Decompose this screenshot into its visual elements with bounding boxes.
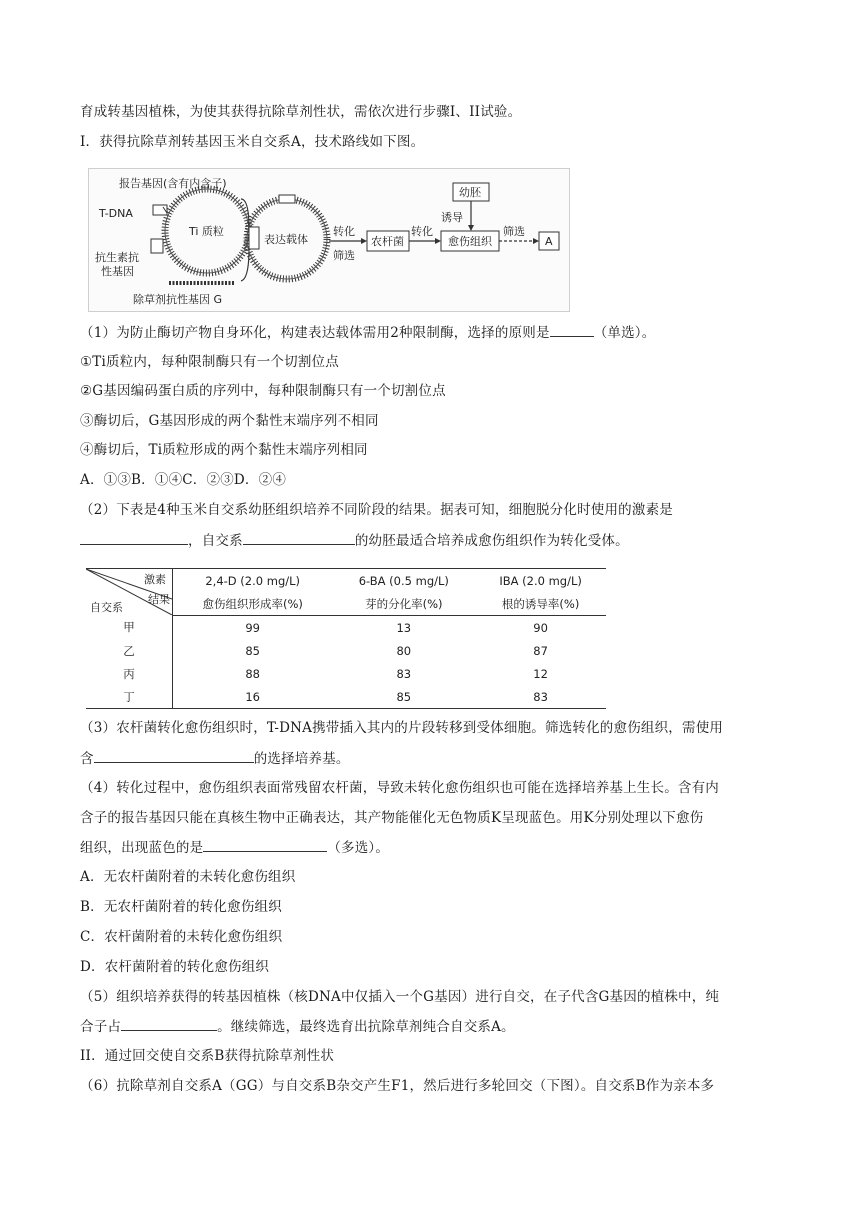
- q4-option-c: C．农杆菌附着的未转化愈伤组织: [80, 929, 283, 945]
- table-cell: 88: [245, 666, 260, 681]
- antibiotic-gene-label-1: 抗生素抗: [95, 251, 139, 264]
- table-cell: 80: [396, 643, 412, 658]
- induce-label: 诱导: [441, 211, 463, 224]
- q1-stem-after: （单选）。: [593, 325, 656, 341]
- q4-line-1: （4）转化过程中，愈伤组织表面常残留农杆菌，导致未转化愈伤组织也可能在选择培养基上生长。含有内: [80, 780, 719, 796]
- ti-plasmid-label: Ti 质粒: [189, 225, 224, 238]
- antibiotic-gene-label-2: 性基因: [101, 265, 134, 278]
- q2-hormone-blank[interactable]: [80, 530, 188, 545]
- q1-stem-before: （1）为防止酶切产物自身环化，构建表达载体需用2种限制酶，选择的原则是: [80, 325, 550, 341]
- q3-line-2-start: 含: [80, 751, 94, 767]
- q4-option-b: B．无农杆菌附着的转化愈伤组织: [80, 899, 282, 915]
- measure-header: 根的诱导率(%): [475, 592, 606, 616]
- q3-answer-blank[interactable]: [94, 748, 254, 763]
- hormone-header: 6-BA (0.5 mg/L): [332, 569, 475, 593]
- table-cell: 13: [396, 620, 412, 635]
- q5-line-2: [80, 1016, 515, 1037]
- q4-answer-blank[interactable]: [203, 837, 327, 852]
- q5-line-1: （5）组织培养获得的转基因植株（核DNA中仅插入一个G基因）进行自交，在子代含G基因的植株中，纯: [80, 989, 720, 1005]
- q6-line-1: （6）抗除草剂自交系A（GG）与自交系B杂交产生F1，然后进行多轮回交（下图）。自交系B作为亲本多: [80, 1078, 715, 1094]
- table-cell: 99: [245, 620, 260, 635]
- q5-line-2-start: 合子占: [80, 1019, 122, 1035]
- q1-option-2: ②G基因编码蛋白质的序列中，每种限制酶只有一个切割位点: [80, 383, 446, 399]
- table-cell: 83: [475, 685, 606, 709]
- tdna-label: T-DNA: [99, 207, 133, 220]
- row-label: 丙: [86, 662, 173, 685]
- q1-answer-blank[interactable]: [550, 322, 594, 337]
- q1-choices: A．①③B．①④C．②③D．②④: [80, 472, 287, 488]
- table-cell: 90: [533, 620, 548, 635]
- q4-line-3-start: 组织，出现蓝色的是: [80, 840, 204, 856]
- corner-line: 自交系: [90, 601, 123, 614]
- q1-option-1: ①Ti质粒内，每种限制酶只有一个切割位点: [80, 354, 339, 370]
- q4-option-d: D．农杆菌附着的转化愈伤组织: [80, 959, 270, 975]
- q5-answer-blank[interactable]: [121, 1016, 217, 1031]
- table-cell: 87: [533, 643, 548, 658]
- q3-line-2-end: 的选择培养基。: [253, 751, 350, 767]
- intro-line: 育成转基因植株，为使其获得抗除草剂性状，需依次进行步骤I、II试验。: [80, 104, 522, 120]
- table-row: [86, 639, 606, 662]
- table-cell: 12: [533, 666, 548, 681]
- q4-line-2: 含子的报告基因只能在真核生物中正确表达，其产物能催化无色物质K呈现蓝色。用K分别处理以下愈伤: [80, 810, 704, 826]
- table-cell: 16: [173, 685, 333, 709]
- q4-option-a: A．无农杆菌附着的未转化愈伤组织: [80, 869, 296, 885]
- table-corner: [86, 569, 173, 616]
- expression-vector-label: 表达载体: [264, 233, 308, 246]
- table-cell: 83: [396, 666, 412, 681]
- q1-option-4: ④酶切后，Ti质粒形成的两个黏性末端序列相同: [80, 442, 368, 458]
- q2-line-2-mid: ，自交系: [188, 533, 243, 549]
- q4-line-3-end: （多选）。: [327, 840, 390, 856]
- herbicide-gene-label: 除草剂抗性基因 G: [133, 293, 223, 306]
- table-row: [86, 662, 606, 685]
- culture-results-table: [86, 568, 606, 710]
- table-cell: 85: [332, 685, 475, 709]
- table-row: [86, 616, 606, 640]
- transform-screen-label-2: 筛选: [333, 249, 355, 262]
- section2-title: II．通过回交使自交系B获得抗除草剂性状: [80, 1048, 335, 1064]
- callus-label: 愈伤组织: [448, 235, 492, 248]
- result-a-label: A: [545, 235, 553, 248]
- table-row: [86, 685, 606, 709]
- q3-line-1: （3）农杆菌转化愈伤组织时，T-DNA携带插入其内的片段转移到受体细胞。筛选转化的愈伤组织，需使用: [80, 720, 724, 736]
- q2-line-1: （2）下表是4种玉米自交系幼胚组织培养不同阶段的结果。据表可知，细胞脱分化时使用的激素是: [80, 502, 673, 518]
- q5-line-2-end: 。继续筛选，最终选育出抗除草剂纯合自交系A。: [217, 1019, 515, 1035]
- corner-result: 结果: [148, 593, 170, 606]
- q4-line-3: [80, 837, 389, 858]
- transform-label: 转化: [411, 225, 433, 238]
- q3-line-2: [80, 748, 350, 769]
- reporter-gene-label: 报告基因(含有内含子): [119, 177, 227, 190]
- row-label: 乙: [86, 639, 173, 662]
- transform-screen-label-1: 转化: [333, 225, 355, 238]
- young-embryo-label: 幼胚: [459, 186, 481, 199]
- hormone-header: IBA (2.0 mg/L): [475, 569, 606, 593]
- row-label: 丁: [86, 685, 173, 709]
- hormone-header: 2,4-D (2.0 mg/L): [173, 569, 333, 593]
- q1-stem: [80, 322, 655, 343]
- row-label: 甲: [86, 616, 173, 640]
- measure-header: 芽的分化率(%): [332, 592, 475, 616]
- q1-option-3: ③酶切后，G基因形成的两个黏性末端序列不相同: [80, 413, 379, 429]
- agrobacterium-label: 农杆菌: [371, 235, 404, 248]
- measure-header: 愈伤组织形成率(%): [173, 592, 333, 616]
- corner-hormone: 激素: [144, 573, 166, 586]
- section1-title: Ⅰ．获得抗除草剂转基因玉米自交系A，技术路线如下图。: [80, 134, 425, 150]
- q2-line-2-end: 的幼胚最适合培养成愈伤组织作为转化受体。: [354, 533, 629, 549]
- table-cell: 85: [245, 643, 260, 658]
- q2-line-blank[interactable]: [243, 530, 355, 545]
- screen-label: 筛选: [503, 225, 525, 238]
- q2-line-2: [80, 530, 629, 551]
- technical-route-diagram: [88, 168, 570, 312]
